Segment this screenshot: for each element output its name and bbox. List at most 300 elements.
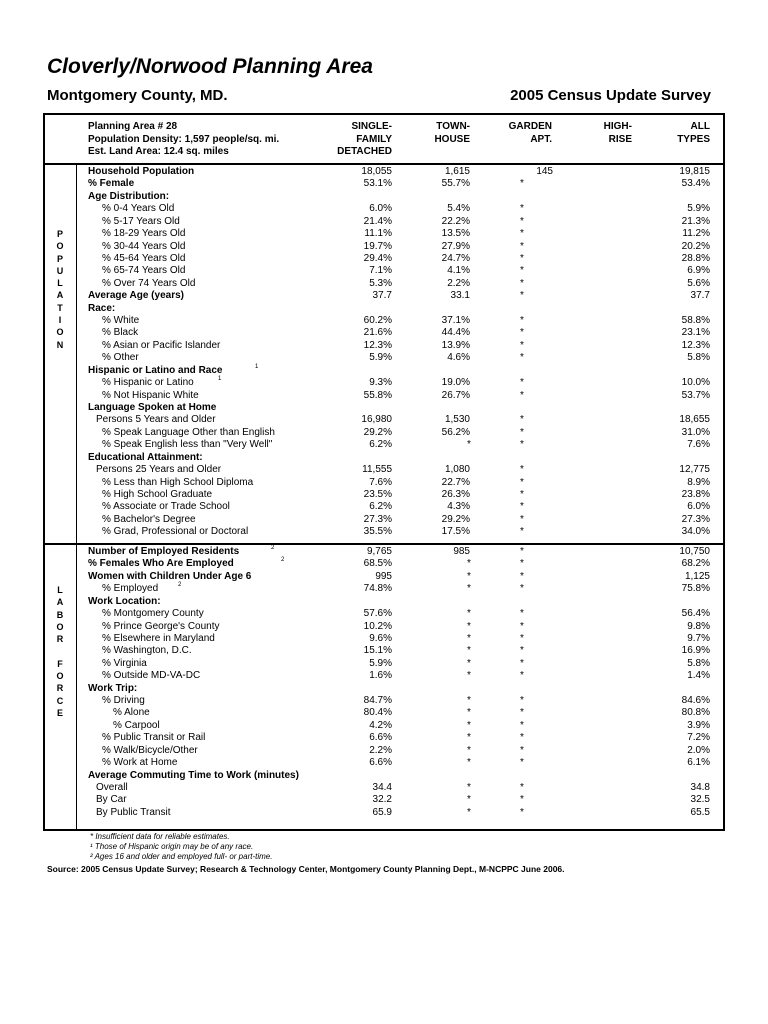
- value-single-family: 6.2%: [369, 439, 392, 451]
- value-single-family: 35.5%: [363, 526, 392, 538]
- value-single-family: 84.7%: [363, 695, 392, 707]
- table-row: [0, 241, 768, 253]
- table-row: [0, 596, 768, 608]
- table-row: [0, 732, 768, 744]
- value-townhouse: *: [467, 744, 471, 756]
- value-all-types: 9.8%: [687, 620, 710, 632]
- value-garden-apt: *: [520, 757, 524, 769]
- value-all-types: 21.3%: [681, 215, 710, 227]
- row-label: By Public Transit: [96, 806, 171, 818]
- value-all-types: 10.0%: [681, 377, 710, 389]
- section-letter: U: [56, 265, 64, 276]
- section-letter: F: [57, 658, 63, 669]
- value-garden-apt: *: [520, 265, 524, 277]
- value-townhouse: 13.5%: [441, 228, 470, 240]
- row-label: By Car: [96, 794, 127, 806]
- table-row: [0, 745, 768, 757]
- value-single-family: 7.6%: [369, 476, 392, 488]
- value-all-types: 1,125: [684, 570, 710, 582]
- value-single-family: 6.6%: [369, 732, 392, 744]
- footnote-insufficient: * Insufficient data for reliable estimates.: [90, 832, 230, 841]
- value-townhouse: 33.1: [450, 290, 470, 302]
- value-single-family: 23.5%: [363, 488, 392, 500]
- value-townhouse: 29.2%: [441, 513, 470, 525]
- table-row: [0, 571, 768, 583]
- value-single-family: 29.4%: [363, 252, 392, 264]
- survey-label: 2005 Census Update Survey: [510, 87, 711, 104]
- section-letter: O: [56, 621, 64, 632]
- value-all-types: 75.8%: [681, 583, 710, 595]
- value-all-types: 80.8%: [681, 707, 710, 719]
- value-all-types: 34.8: [690, 781, 710, 793]
- value-garden-apt: *: [520, 352, 524, 364]
- row-label: % Public Transit or Rail: [102, 732, 206, 744]
- value-townhouse: *: [467, 670, 471, 682]
- value-townhouse: *: [467, 558, 471, 570]
- table-row: [0, 228, 768, 240]
- value-all-types: 2.0%: [687, 744, 710, 756]
- area-number: Planning Area # 28: [88, 121, 178, 132]
- value-single-family: 10.2%: [363, 620, 392, 632]
- value-garden-apt: *: [520, 632, 524, 644]
- row-label: % Females Who Are Employed: [88, 558, 234, 570]
- value-townhouse: *: [467, 608, 471, 620]
- value-garden-apt: *: [520, 620, 524, 632]
- section-letter: R: [56, 683, 64, 694]
- row-label: % 5-17 Years Old: [102, 215, 180, 227]
- section-letter: A: [56, 290, 64, 301]
- table-row: [0, 390, 768, 402]
- table-row: [0, 178, 768, 190]
- value-townhouse: 22.7%: [441, 476, 470, 488]
- value-garden-apt: *: [520, 719, 524, 731]
- value-single-family: 34.4: [372, 781, 392, 793]
- table-row: [0, 526, 768, 538]
- value-townhouse: *: [467, 707, 471, 719]
- value-garden-apt: *: [520, 546, 524, 557]
- table-row: [0, 683, 768, 695]
- value-townhouse: *: [467, 657, 471, 669]
- value-all-types: 58.8%: [681, 315, 710, 327]
- section-letter: C: [56, 695, 64, 706]
- value-townhouse: 22.2%: [441, 215, 470, 227]
- value-townhouse: 985: [453, 546, 470, 557]
- value-all-types: 27.3%: [681, 513, 710, 525]
- row-label: % Walk/Bicycle/Other: [102, 744, 198, 756]
- row-label: % 65-74 Years Old: [102, 265, 186, 277]
- row-label: % Prince George's County: [102, 620, 220, 632]
- value-single-family: 16,980: [361, 414, 392, 426]
- row-label: % Black: [102, 327, 139, 339]
- row-label: % Over 74 Years Old: [102, 277, 196, 289]
- table-row: [0, 583, 768, 595]
- value-single-family: 6.2%: [369, 501, 392, 513]
- value-townhouse: *: [467, 632, 471, 644]
- value-all-types: 31.0%: [681, 426, 710, 438]
- value-garden-apt: *: [520, 315, 524, 327]
- value-townhouse: 1,615: [444, 166, 470, 177]
- value-townhouse: 26.3%: [441, 488, 470, 500]
- value-all-types: 6.9%: [687, 265, 710, 277]
- value-single-family: 53.1%: [363, 178, 392, 190]
- value-single-family: 4.2%: [369, 719, 392, 731]
- value-single-family: 15.1%: [363, 645, 392, 657]
- value-all-types: 5.9%: [687, 203, 710, 215]
- value-garden-apt: *: [520, 695, 524, 707]
- value-townhouse: 1,080: [444, 464, 470, 476]
- table-row: [0, 191, 768, 203]
- table-row: [0, 621, 768, 633]
- table-row: [0, 340, 768, 352]
- value-garden-apt: *: [520, 240, 524, 252]
- value-garden-apt: *: [520, 252, 524, 264]
- value-garden-apt: *: [520, 657, 524, 669]
- value-garden-apt: *: [520, 215, 524, 227]
- value-townhouse: 2.2%: [447, 277, 470, 289]
- table-row: [0, 757, 768, 769]
- row-label: % Bachelor's Degree: [102, 513, 196, 525]
- value-all-types: 56.4%: [681, 608, 710, 620]
- row-label: Age Distribution:: [88, 190, 170, 202]
- value-all-types: 9.7%: [687, 632, 710, 644]
- value-all-types: 19,815: [679, 166, 710, 177]
- value-garden-apt: *: [520, 277, 524, 289]
- row-label: % 0-4 Years Old: [102, 203, 175, 215]
- population-density: Population Density: 1,597 people/sq. mi.: [88, 133, 280, 145]
- row-label: Number of Employed Residents: [88, 546, 240, 557]
- value-garden-apt: *: [520, 526, 524, 538]
- value-all-types: 53.4%: [681, 178, 710, 190]
- value-garden-apt: *: [520, 203, 524, 215]
- col-header-all-types: ALL TYPES: [677, 121, 710, 145]
- value-townhouse: 19.0%: [441, 377, 470, 389]
- value-garden-apt: *: [520, 426, 524, 438]
- footnote-marker: 2: [178, 582, 182, 589]
- table-row: [0, 315, 768, 327]
- value-garden-apt: *: [520, 488, 524, 500]
- value-townhouse: 4.1%: [447, 265, 470, 277]
- value-townhouse: 5.4%: [447, 203, 470, 215]
- value-garden-apt: *: [520, 476, 524, 488]
- value-townhouse: 26.7%: [441, 389, 470, 401]
- value-townhouse: 13.9%: [441, 339, 470, 351]
- value-all-types: 12.3%: [681, 339, 710, 351]
- value-single-family: 60.2%: [363, 315, 392, 327]
- value-all-types: 7.6%: [687, 439, 710, 451]
- value-townhouse: 4.3%: [447, 501, 470, 513]
- table-row: [0, 352, 768, 364]
- value-garden-apt: *: [520, 732, 524, 744]
- col-header-townhouse: TOWN- HOUSE: [434, 121, 470, 145]
- section-letter: A: [56, 597, 64, 608]
- row-label: Work Trip:: [88, 682, 138, 694]
- value-garden-apt: *: [520, 744, 524, 756]
- section-letter: T: [57, 302, 63, 313]
- value-single-family: 5.3%: [369, 277, 392, 289]
- table-row: [0, 439, 768, 451]
- table-row: [0, 365, 768, 377]
- table-row: [0, 216, 768, 228]
- source-note: Source: 2005 Census Update Survey; Research & Technology Center, Montgomery County Planning Dept., M-NCPPC June 2006.: [47, 864, 565, 874]
- row-label: % Female: [88, 178, 135, 190]
- row-label: % Carpool: [113, 719, 160, 731]
- value-garden-apt: *: [520, 513, 524, 525]
- col-header-high-rise: HIGH- RISE: [603, 121, 632, 145]
- value-all-types: 53.7%: [681, 389, 710, 401]
- value-single-family: 37.7: [372, 290, 392, 302]
- footnote-marker: 1: [255, 363, 259, 370]
- row-label: Hispanic or Latino and Race: [88, 364, 223, 376]
- value-single-family: 18,055: [361, 166, 392, 177]
- value-all-types: 3.9%: [687, 719, 710, 731]
- table-row: [0, 452, 768, 464]
- value-townhouse: *: [467, 719, 471, 731]
- area-info: [88, 121, 279, 159]
- section-letter: O: [56, 671, 64, 682]
- col-header-single-family: SINGLE- FAMILY DETACHED: [337, 121, 392, 157]
- value-townhouse: *: [467, 794, 471, 806]
- value-townhouse: *: [467, 583, 471, 595]
- table-row: [0, 670, 768, 682]
- row-label: Average Age (years): [88, 290, 184, 302]
- table-row: [0, 501, 768, 513]
- row-label: % Work at Home: [102, 757, 178, 769]
- value-single-family: 9,765: [366, 546, 392, 557]
- row-label: % Hispanic or Latino: [102, 377, 194, 389]
- value-single-family: 9.6%: [369, 632, 392, 644]
- table-row: [0, 290, 768, 302]
- row-label: % High School Graduate: [102, 488, 213, 500]
- value-garden-apt: *: [520, 645, 524, 657]
- table-row: [0, 633, 768, 645]
- row-label: Household Population: [88, 166, 195, 177]
- table-row: [0, 807, 768, 819]
- value-garden-apt: *: [520, 707, 524, 719]
- value-single-family: 32.2: [372, 794, 392, 806]
- value-garden-apt: 145: [536, 166, 553, 177]
- value-all-types: 5.8%: [687, 657, 710, 669]
- value-garden-apt: *: [520, 794, 524, 806]
- row-label: Women with Children Under Age 6: [88, 570, 252, 582]
- value-townhouse: *: [467, 439, 471, 451]
- value-all-types: 5.8%: [687, 352, 710, 364]
- section-letter: I: [58, 315, 62, 326]
- value-townhouse: 37.1%: [441, 315, 470, 327]
- table-row: [0, 645, 768, 657]
- table-row: [0, 377, 768, 389]
- row-label: Persons 25 Years and Older: [96, 464, 222, 476]
- value-single-family: 7.1%: [369, 265, 392, 277]
- section-letter: P: [56, 229, 63, 239]
- value-garden-apt: *: [520, 327, 524, 339]
- value-garden-apt: *: [520, 781, 524, 793]
- value-single-family: 80.4%: [363, 707, 392, 719]
- value-all-types: 37.7: [690, 290, 710, 302]
- row-label: % Driving: [102, 695, 145, 707]
- value-single-family: 9.3%: [369, 377, 392, 389]
- row-label: % White: [102, 315, 140, 327]
- value-single-family: 27.3%: [363, 513, 392, 525]
- row-label: % 30-44 Years Old: [102, 240, 186, 252]
- row-label: % Virginia: [102, 657, 147, 669]
- value-townhouse: *: [467, 695, 471, 707]
- row-label: % Grad, Professional or Doctoral: [102, 526, 249, 538]
- value-townhouse: 27.9%: [441, 240, 470, 252]
- value-all-types: 34.0%: [681, 526, 710, 538]
- row-label: % Montgomery County: [102, 608, 204, 620]
- value-all-types: 8.9%: [687, 476, 710, 488]
- value-garden-apt: *: [520, 439, 524, 451]
- table-row: [0, 658, 768, 670]
- footnote-marker: 2: [281, 557, 285, 564]
- section-letter: R: [56, 634, 64, 645]
- table-row: [0, 489, 768, 501]
- value-all-types: 1.4%: [687, 670, 710, 682]
- value-garden-apt: *: [520, 670, 524, 682]
- land-area: Est. Land Area: 12.4 sq. miles: [88, 146, 229, 157]
- value-all-types: 7.2%: [687, 732, 710, 744]
- section-letter: P: [56, 253, 63, 264]
- value-single-family: 21.6%: [363, 327, 392, 339]
- table-row: [0, 327, 768, 339]
- value-all-types: 84.6%: [681, 695, 710, 707]
- value-all-types: 23.8%: [681, 488, 710, 500]
- row-label: Work Location:: [88, 595, 161, 607]
- value-single-family: 11,555: [362, 464, 392, 476]
- value-townhouse: *: [467, 570, 471, 582]
- county-label: Montgomery County, MD.: [47, 87, 228, 104]
- value-townhouse: 24.7%: [441, 252, 470, 264]
- value-townhouse: *: [467, 757, 471, 769]
- value-garden-apt: *: [520, 501, 524, 513]
- table-row: [0, 558, 768, 570]
- value-single-family: 6.6%: [369, 757, 392, 769]
- page-title: Cloverly/Norwood Planning Area: [47, 55, 373, 78]
- value-single-family: 68.5%: [363, 558, 392, 570]
- row-label: Persons 5 Years and Older: [96, 414, 216, 426]
- section-letter: L: [57, 278, 63, 289]
- footnote-hispanic: ¹ Those of Hispanic origin may be of any race.: [90, 842, 254, 851]
- value-townhouse: 55.7%: [441, 178, 470, 190]
- section-letter: N: [56, 339, 64, 350]
- value-garden-apt: *: [520, 290, 524, 302]
- value-townhouse: 56.2%: [441, 426, 470, 438]
- table-row: [0, 546, 768, 558]
- row-label: % Not Hispanic White: [102, 389, 199, 401]
- table-row: [0, 278, 768, 290]
- row-label: % Less than High School Diploma: [102, 476, 254, 488]
- row-label: Overall: [96, 781, 128, 793]
- row-label: % 18-29 Years Old: [102, 228, 186, 240]
- value-garden-apt: *: [520, 806, 524, 818]
- value-all-types: 10,750: [679, 546, 710, 557]
- table-row: [0, 427, 768, 439]
- footnote-marker: 1: [218, 376, 222, 383]
- row-label: % Employed: [102, 583, 159, 595]
- value-single-family: 6.0%: [369, 203, 392, 215]
- table-row: [0, 402, 768, 414]
- value-all-types: 16.9%: [681, 645, 710, 657]
- table-row: [0, 720, 768, 732]
- section-letter: O: [56, 327, 64, 338]
- section-letter: E: [56, 707, 63, 718]
- value-single-family: 55.8%: [363, 389, 392, 401]
- row-label: % Other: [102, 352, 139, 364]
- value-all-types: 6.0%: [687, 501, 710, 513]
- table-row: [0, 265, 768, 277]
- row-label: Race:: [88, 302, 116, 314]
- value-all-types: 18,655: [679, 414, 710, 426]
- value-townhouse: 1,530: [444, 414, 470, 426]
- row-label: % Asian or Pacific Islander: [102, 339, 221, 351]
- value-townhouse: *: [467, 732, 471, 744]
- value-single-family: 74.8%: [363, 583, 392, 595]
- table-row: [0, 303, 768, 315]
- col-header-garden-apt: GARDEN APT.: [508, 121, 552, 145]
- table-row: [0, 782, 768, 794]
- value-all-types: 5.6%: [687, 277, 710, 289]
- row-label: % Alone: [113, 707, 150, 719]
- row-label: % Outside MD-VA-DC: [102, 670, 201, 682]
- value-all-types: 11.2%: [682, 228, 710, 240]
- value-single-family: 12.3%: [363, 339, 392, 351]
- table-row: [0, 707, 768, 719]
- value-townhouse: *: [467, 645, 471, 657]
- table-row: [0, 794, 768, 806]
- header-divider: [43, 163, 725, 165]
- section-letter: O: [56, 241, 64, 252]
- value-single-family: 57.6%: [363, 608, 392, 620]
- table-row: [0, 414, 768, 426]
- row-label: Average Commuting Time to Work (minutes): [88, 769, 299, 781]
- footnote-marker: 2: [271, 545, 275, 551]
- table-row: [0, 695, 768, 707]
- value-all-types: 20.2%: [681, 240, 710, 252]
- value-all-types: 12,775: [679, 464, 710, 476]
- value-garden-apt: *: [520, 377, 524, 389]
- value-townhouse: 4.6%: [447, 352, 470, 364]
- row-label: % Speak English less than "Very Well": [102, 439, 273, 451]
- value-all-types: 65.5: [690, 806, 710, 818]
- value-single-family: 11.1%: [364, 228, 392, 240]
- row-label: Educational Attainment:: [88, 451, 203, 463]
- value-single-family: 995: [375, 570, 392, 582]
- table-row: [0, 203, 768, 215]
- value-single-family: 5.9%: [369, 657, 392, 669]
- value-all-types: 68.2%: [681, 558, 710, 570]
- row-label: Language Spoken at Home: [88, 401, 217, 413]
- table-row: [0, 166, 768, 178]
- value-townhouse: *: [467, 781, 471, 793]
- value-all-types: 6.1%: [687, 757, 710, 769]
- value-all-types: 23.1%: [681, 327, 710, 339]
- footnote-employed: ² Ages 16 and older and employed full- or part-time.: [90, 852, 273, 861]
- value-single-family: 29.2%: [363, 426, 392, 438]
- value-single-family: 2.2%: [369, 744, 392, 756]
- table-row: [0, 477, 768, 489]
- value-single-family: 65.9: [372, 806, 392, 818]
- value-single-family: 19.7%: [363, 240, 392, 252]
- table-row: [0, 464, 768, 476]
- value-all-types: 32.5: [690, 794, 710, 806]
- table-row: [0, 253, 768, 265]
- value-garden-apt: *: [520, 389, 524, 401]
- row-label: % 45-64 Years Old: [102, 252, 186, 264]
- value-single-family: 1.6%: [369, 670, 392, 682]
- table-row: [0, 514, 768, 526]
- value-townhouse: *: [467, 620, 471, 632]
- value-garden-apt: *: [520, 558, 524, 570]
